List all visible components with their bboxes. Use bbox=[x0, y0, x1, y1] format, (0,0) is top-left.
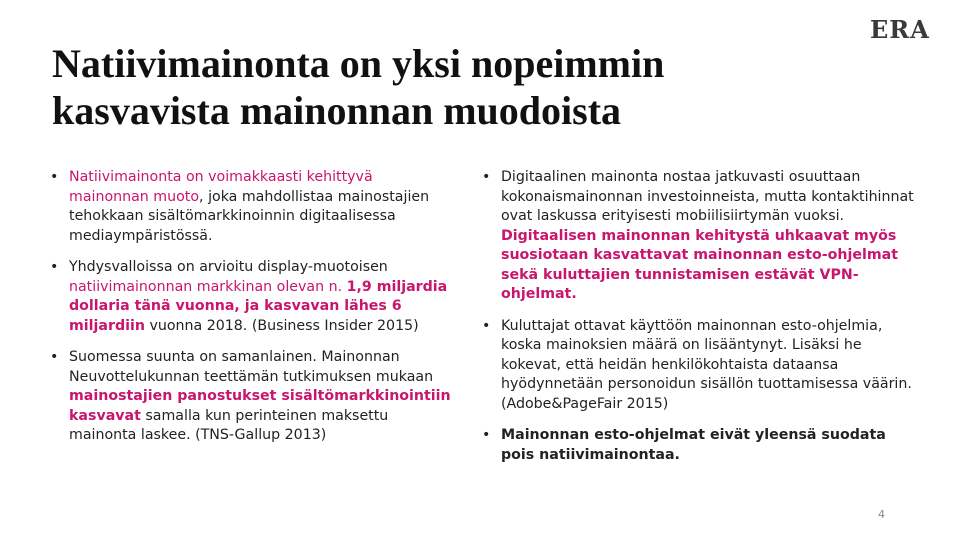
era-logo: ERA bbox=[870, 15, 930, 44]
left-bullet-3-text: samalla kun perinteinen maksettu mainonta laskee. (TNS-Gallup 2013) bbox=[69, 407, 389, 443]
left-bullet-2-intro: Yhdysvalloissa on arvioitu display-muotoisen bbox=[69, 259, 388, 275]
right-bullet-3 bbox=[482, 426, 922, 465]
left-bullet-2-highlight-light: natiivimainonnan markkinan olevan n. bbox=[69, 278, 347, 295]
right-bullet-2-text: Kuluttajat ottavat käyttöön mainonnan esto-ohjelmia, koska mainoksien määrä on lisääntynyt. Lisäksi he kokevat, että heidän henkilökohtaista dataansa hyödynnetään personoidun sisällön tuottamisessa väärin. (Adobe&PageFair 2015) bbox=[501, 317, 912, 412]
right-bullet-2 bbox=[482, 317, 922, 415]
left-bullet-1-highlight: Natiivimainonta on voimakkaasti kehittyvä mainonnan muoto bbox=[69, 169, 373, 205]
right-bullet-1-highlight: Digitaalisen mainonnan kehitystä uhkaavat myös suosiotaan kasvattavat mainonnan esto-ohjelmat sekä kuluttajien tunnistamisen estävät VPN-ohjelmat. bbox=[501, 227, 898, 302]
left-bullet-3-highlight: mainostajien panostukset sisältömarkkinointiin kasvavat bbox=[69, 388, 451, 424]
right-bullet-list bbox=[482, 168, 922, 477]
left-bullet-3 bbox=[50, 348, 455, 446]
left-bullet-3-intro: Suomessa suunta on samanlainen. Mainonnan Neuvottelukunnan teettämän tutkimuksen mukaan bbox=[69, 349, 434, 385]
right-bullet-1-intro: Digitaalinen mainonta nostaa jatkuvasti osuuttaan kokonaismainonnan investoinneista, mutta kontaktihinnat ovat laskussa erityisesti mobiilisiirtymän vuoksi. bbox=[501, 169, 914, 224]
left-bullet-list bbox=[50, 168, 455, 458]
left-bullet-2-text: vuonna 2018. (Business Insider 2015) bbox=[144, 317, 419, 334]
right-bullet-3-text: Mainonnan esto-ohjelmat eivät yleensä suodata pois natiivimainontaa. bbox=[501, 427, 886, 463]
page-number: 4 bbox=[878, 508, 885, 521]
left-bullet-1 bbox=[50, 168, 455, 246]
left-bullet-1-text: , joka mahdollistaa mainostajien tehokkaan sisältömarkkinoinnin digitaalisessa mediaympäristössä. bbox=[69, 188, 430, 244]
slide-title: Natiivimainonta on yksi nopeimmin kasvavista mainonnan muodoista bbox=[52, 41, 665, 133]
left-bullet-2 bbox=[50, 258, 455, 336]
left-bullet-2-highlight-bold: 1,9 miljardia dollaria tänä vuonna, ja kasvavan lähes 6 miljardiin bbox=[69, 278, 448, 334]
right-bullet-1 bbox=[482, 168, 922, 305]
